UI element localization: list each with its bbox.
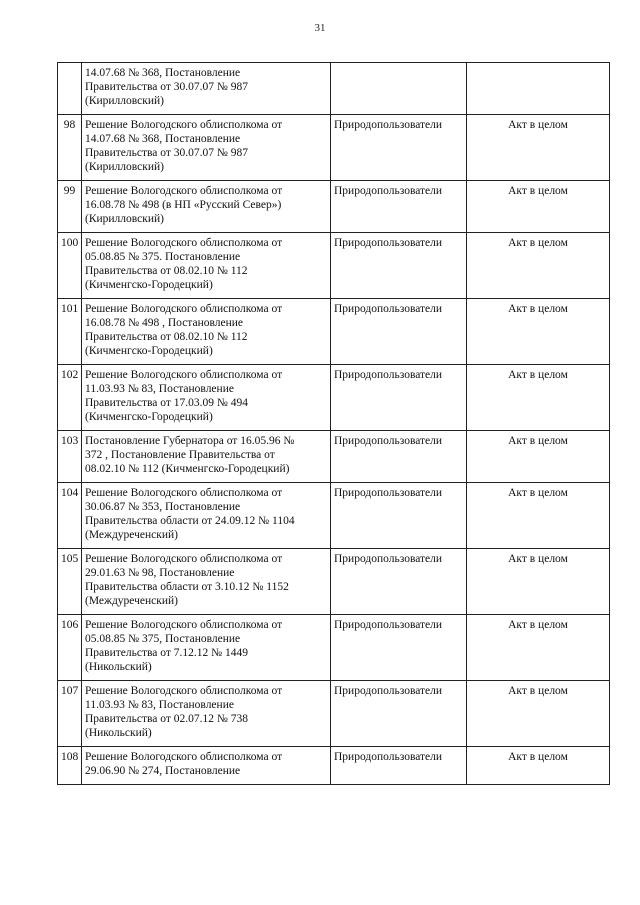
table-row: [58, 431, 610, 483]
row-number: 106: [58, 615, 82, 681]
document-line: Правительства области от 24.09.12 № 1104: [85, 515, 295, 527]
scope-cell: Акт в целом: [467, 483, 610, 549]
subject-cell: Природопользователи: [331, 299, 467, 365]
table-row: [58, 549, 610, 615]
document-line: (Кирилловский): [85, 95, 164, 107]
document-line: (Кирилловский): [85, 213, 164, 225]
row-number: 107: [58, 681, 82, 747]
scope-cell: Акт в целом: [467, 615, 610, 681]
table-row: [58, 365, 610, 431]
document-line: Решение Вологодского облисполкома от: [85, 619, 283, 631]
document-cell: [82, 63, 331, 115]
document-line: Решение Вологодского облисполкома от: [85, 685, 283, 697]
document-line: Решение Вологодского облисполкома от: [85, 185, 283, 197]
scope-cell: Акт в целом: [467, 365, 610, 431]
document-line: 29.06.90 № 274, Постановление: [85, 765, 241, 777]
row-number: 100: [58, 233, 82, 299]
document-cell: [82, 681, 331, 747]
table-row: [58, 63, 610, 115]
subject-cell: [331, 63, 467, 115]
document-cell: [82, 549, 331, 615]
document-line: 11.03.93 № 83, Постановление: [85, 383, 234, 395]
row-number: 102: [58, 365, 82, 431]
document-line: Постановление Губернатора от 16.05.96 №: [85, 435, 295, 447]
table-row: [58, 233, 610, 299]
table-row: [58, 681, 610, 747]
document-cell: [82, 233, 331, 299]
document-cell: [82, 299, 331, 365]
document-line: 11.03.93 № 83, Постановление: [85, 699, 234, 711]
document-cell: [82, 747, 331, 785]
subject-cell: Природопользователи: [331, 681, 467, 747]
document-line: Решение Вологодского облисполкома от: [85, 237, 283, 249]
scope-cell: Акт в целом: [467, 299, 610, 365]
document-line: (Междуреченский): [85, 529, 178, 541]
subject-cell: Природопользователи: [331, 431, 467, 483]
document-line: Правительства от 08.02.10 № 112: [85, 265, 248, 277]
regulations-table: [57, 62, 610, 785]
subject-cell: Природопользователи: [331, 747, 467, 785]
subject-cell: Природопользователи: [331, 483, 467, 549]
document-cell: [82, 181, 331, 233]
document-line: 08.02.10 № 112 (Кичменгско-Городецкий): [85, 463, 290, 475]
table-row: [58, 181, 610, 233]
document-line: Решение Вологодского облисполкома от: [85, 369, 283, 381]
document-line: 29.01.63 № 98, Постановление: [85, 567, 235, 579]
document-line: (Никольский): [85, 727, 152, 739]
row-number: 101: [58, 299, 82, 365]
scope-cell: Акт в целом: [467, 549, 610, 615]
row-number: 103: [58, 431, 82, 483]
document-line: (Кичменгско-Городецкий): [85, 279, 213, 291]
table-body: [58, 63, 610, 785]
table-row: [58, 615, 610, 681]
document-line: Решение Вологодского облисполкома от: [85, 303, 283, 315]
scope-cell: Акт в целом: [467, 115, 610, 181]
document-line: 14.07.68 № 368, Постановление: [85, 67, 241, 79]
subject-cell: Природопользователи: [331, 615, 467, 681]
subject-cell: Природопользователи: [331, 181, 467, 233]
document-line: 16.08.78 № 498 , Постановление: [85, 317, 244, 329]
row-number: 108: [58, 747, 82, 785]
row-number: 104: [58, 483, 82, 549]
document-line: Правительства от 30.07.07 № 987: [85, 81, 248, 93]
document-line: 16.08.78 № 498 (в НП «Русский Север»): [85, 199, 282, 211]
document-line: Правительства области от 3.10.12 № 1152: [85, 581, 289, 593]
table-row: [58, 483, 610, 549]
subject-cell: Природопользователи: [331, 365, 467, 431]
document-line: Правительства от 17.03.09 № 494: [85, 397, 248, 409]
document-cell: [82, 431, 331, 483]
document-line: Решение Вологодского облисполкома от: [85, 119, 283, 131]
document-line: 372 , Постановление Правительства от: [85, 449, 275, 461]
document-line: (Кичменгско-Городецкий): [85, 411, 213, 423]
scope-cell: Акт в целом: [467, 431, 610, 483]
document-cell: [82, 115, 331, 181]
document-line: Правительства от 30.07.07 № 987: [85, 147, 248, 159]
document-cell: [82, 365, 331, 431]
document-line: (Никольский): [85, 661, 152, 673]
document-line: Правительства от 02.07.12 № 738: [85, 713, 248, 725]
subject-cell: Природопользователи: [331, 233, 467, 299]
document-line: 30.06.87 № 353, Постановление: [85, 501, 241, 513]
row-number: 105: [58, 549, 82, 615]
table-row: [58, 115, 610, 181]
scope-cell: Акт в целом: [467, 181, 610, 233]
document-line: Правительства от 7.12.12 № 1449: [85, 647, 248, 659]
subject-cell: Природопользователи: [331, 549, 467, 615]
scope-cell: Акт в целом: [467, 681, 610, 747]
document-line: Решение Вологодского облисполкома от: [85, 487, 283, 499]
subject-cell: Природопользователи: [331, 115, 467, 181]
document-cell: [82, 615, 331, 681]
page-number: 31: [314, 22, 326, 34]
table-row: [58, 747, 610, 785]
row-number: 98: [58, 115, 82, 181]
row-number: 99: [58, 181, 82, 233]
table-row: [58, 299, 610, 365]
document-line: 05.08.85 № 375. Постановление: [85, 251, 241, 263]
document-line: (Кирилловский): [85, 161, 164, 173]
document-line: Правительства от 08.02.10 № 112: [85, 331, 248, 343]
document-line: Решение Вологодского облисполкома от: [85, 553, 283, 565]
document-line: 14.07.68 № 368, Постановление: [85, 133, 241, 145]
document-line: Решение Вологодского облисполкома от: [85, 751, 283, 763]
scope-cell: Акт в целом: [467, 747, 610, 785]
document-line: 05.08.85 № 375, Постановление: [85, 633, 241, 645]
document-cell: [82, 483, 331, 549]
document-line: (Междуреченский): [85, 595, 178, 607]
scope-cell: [467, 63, 610, 115]
row-number: [58, 63, 82, 115]
document-line: (Кичменгско-Городецкий): [85, 345, 213, 357]
scope-cell: Акт в целом: [467, 233, 610, 299]
